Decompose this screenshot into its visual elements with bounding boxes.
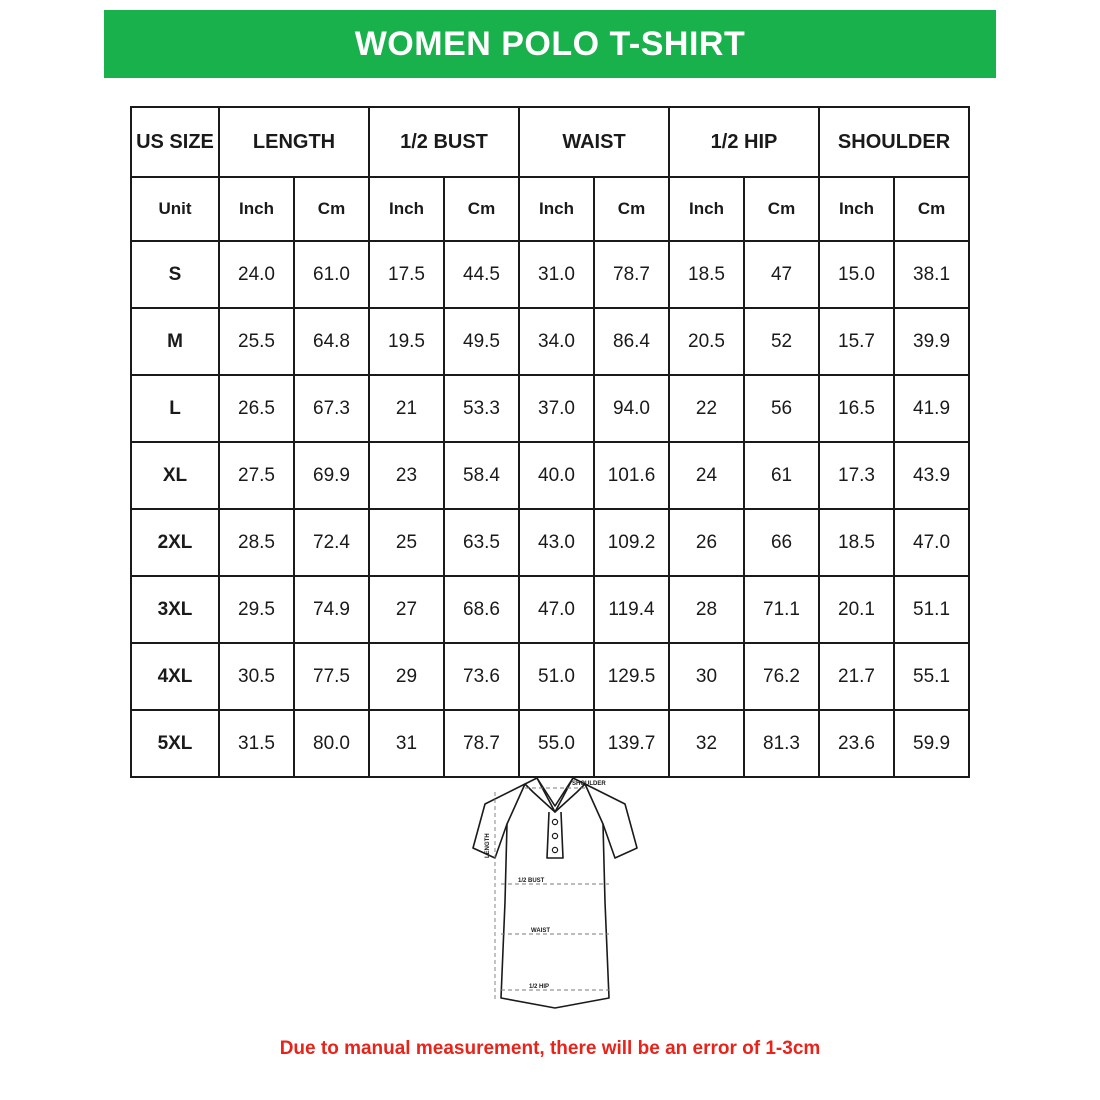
cell-bust-inch: 27	[369, 576, 444, 643]
cell-length-inch: 27.5	[219, 442, 294, 509]
polo-shirt-diagram	[455, 762, 655, 1030]
diagram-label-waist: WAIST	[531, 928, 550, 934]
cell-shoulder-cm: 38.1	[894, 241, 969, 308]
cell-waist-cm: 129.5	[594, 643, 669, 710]
cell-waist-inch: 43.0	[519, 509, 594, 576]
cell-bust-cm: 53.3	[444, 375, 519, 442]
diagram-label-half-bust: 1/2 BUST	[518, 878, 545, 884]
cell-length-cm: 72.4	[294, 509, 369, 576]
cell-hip-cm: 47	[744, 241, 819, 308]
cell-hip-cm: 71.1	[744, 576, 819, 643]
row-size-label: XL	[131, 442, 219, 509]
row-size-label: S	[131, 241, 219, 308]
cell-shoulder-cm: 59.9	[894, 710, 969, 777]
cell-hip-inch: 32	[669, 710, 744, 777]
cell-length-cm: 61.0	[294, 241, 369, 308]
cell-hip-cm: 76.2	[744, 643, 819, 710]
cell-shoulder-inch: 21.7	[819, 643, 894, 710]
cell-length-inch: 28.5	[219, 509, 294, 576]
cell-bust-cm: 44.5	[444, 241, 519, 308]
cell-shoulder-inch: 20.1	[819, 576, 894, 643]
cell-length-cm: 67.3	[294, 375, 369, 442]
cell-shoulder-cm: 51.1	[894, 576, 969, 643]
group-header-length: LENGTH	[219, 107, 369, 177]
unit-shoulder-cm: Cm	[894, 177, 969, 241]
measurement-note: Due to manual measurement, there will be an error of 1-3cm	[279, 1038, 821, 1059]
table-row	[131, 442, 969, 509]
cell-bust-cm: 73.6	[444, 643, 519, 710]
row-size-label: 4XL	[131, 643, 219, 710]
cell-shoulder-inch: 16.5	[819, 375, 894, 442]
unit-bust-inch: Inch	[369, 177, 444, 241]
cell-bust-inch: 31	[369, 710, 444, 777]
cell-hip-inch: 20.5	[669, 308, 744, 375]
cell-hip-inch: 26	[669, 509, 744, 576]
cell-shoulder-inch: 17.3	[819, 442, 894, 509]
cell-length-inch: 25.5	[219, 308, 294, 375]
cell-hip-inch: 28	[669, 576, 744, 643]
cell-length-cm: 74.9	[294, 576, 369, 643]
cell-length-inch: 31.5	[219, 710, 294, 777]
table-unit-row	[131, 177, 969, 241]
cell-waist-cm: 101.6	[594, 442, 669, 509]
cell-waist-cm: 86.4	[594, 308, 669, 375]
cell-waist-inch: 40.0	[519, 442, 594, 509]
diagram-label-length: LENGTH	[485, 833, 491, 858]
row-size-label: M	[131, 308, 219, 375]
cell-waist-inch: 31.0	[519, 241, 594, 308]
cell-waist-inch: 55.0	[519, 710, 594, 777]
group-header-half-bust: 1/2 BUST	[369, 107, 519, 177]
cell-waist-inch: 51.0	[519, 643, 594, 710]
table-group-header-row	[131, 107, 969, 177]
unit-hip-inch: Inch	[669, 177, 744, 241]
cell-hip-cm: 66	[744, 509, 819, 576]
cell-waist-cm: 94.0	[594, 375, 669, 442]
cell-bust-cm: 68.6	[444, 576, 519, 643]
cell-bust-inch: 17.5	[369, 241, 444, 308]
cell-waist-inch: 37.0	[519, 375, 594, 442]
group-header-us-size: US SIZE	[131, 107, 219, 177]
table-row	[131, 509, 969, 576]
unit-length-inch: Inch	[219, 177, 294, 241]
cell-waist-cm: 119.4	[594, 576, 669, 643]
cell-bust-inch: 29	[369, 643, 444, 710]
size-table-container	[130, 106, 970, 778]
unit-bust-cm: Cm	[444, 177, 519, 241]
cell-waist-inch: 34.0	[519, 308, 594, 375]
cell-bust-inch: 21	[369, 375, 444, 442]
cell-shoulder-inch: 15.7	[819, 308, 894, 375]
table-row	[131, 308, 969, 375]
cell-hip-inch: 30	[669, 643, 744, 710]
diagram-label-half-hip: 1/2 HIP	[529, 984, 550, 990]
cell-bust-cm: 49.5	[444, 308, 519, 375]
cell-length-inch: 24.0	[219, 241, 294, 308]
cell-bust-cm: 58.4	[444, 442, 519, 509]
group-header-waist: WAIST	[519, 107, 669, 177]
row-size-label: 2XL	[131, 509, 219, 576]
cell-length-cm: 69.9	[294, 442, 369, 509]
cell-length-inch: 26.5	[219, 375, 294, 442]
table-row	[131, 375, 969, 442]
cell-waist-cm: 139.7	[594, 710, 669, 777]
cell-shoulder-cm: 55.1	[894, 643, 969, 710]
cell-hip-inch: 24	[669, 442, 744, 509]
cell-hip-inch: 18.5	[669, 241, 744, 308]
cell-shoulder-cm: 43.9	[894, 442, 969, 509]
table-row	[131, 576, 969, 643]
row-size-label: 3XL	[131, 576, 219, 643]
cell-waist-cm: 78.7	[594, 241, 669, 308]
cell-hip-cm: 52	[744, 308, 819, 375]
unit-label: Unit	[131, 177, 219, 241]
size-table	[130, 106, 970, 778]
row-size-label: 5XL	[131, 710, 219, 777]
cell-bust-inch: 19.5	[369, 308, 444, 375]
cell-waist-inch: 47.0	[519, 576, 594, 643]
cell-shoulder-inch: 23.6	[819, 710, 894, 777]
header-banner	[104, 10, 996, 78]
cell-shoulder-inch: 18.5	[819, 509, 894, 576]
cell-length-inch: 29.5	[219, 576, 294, 643]
cell-hip-cm: 81.3	[744, 710, 819, 777]
cell-length-cm: 77.5	[294, 643, 369, 710]
cell-length-inch: 30.5	[219, 643, 294, 710]
page-title: WOMEN POLO T-SHIRT	[354, 24, 746, 63]
cell-hip-cm: 56	[744, 375, 819, 442]
table-row	[131, 241, 969, 308]
unit-waist-inch: Inch	[519, 177, 594, 241]
cell-bust-inch: 25	[369, 509, 444, 576]
cell-shoulder-cm: 39.9	[894, 308, 969, 375]
row-size-label: L	[131, 375, 219, 442]
unit-hip-cm: Cm	[744, 177, 819, 241]
cell-shoulder-cm: 41.9	[894, 375, 969, 442]
table-row	[131, 643, 969, 710]
group-header-half-hip: 1/2 HIP	[669, 107, 819, 177]
cell-length-cm: 80.0	[294, 710, 369, 777]
cell-bust-cm: 63.5	[444, 509, 519, 576]
cell-shoulder-cm: 47.0	[894, 509, 969, 576]
cell-hip-cm: 61	[744, 442, 819, 509]
unit-shoulder-inch: Inch	[819, 177, 894, 241]
cell-shoulder-inch: 15.0	[819, 241, 894, 308]
cell-bust-inch: 23	[369, 442, 444, 509]
diagram-label-shoulder: SHOULDER	[572, 781, 606, 787]
group-header-shoulder: SHOULDER	[819, 107, 969, 177]
cell-waist-cm: 109.2	[594, 509, 669, 576]
unit-length-cm: Cm	[294, 177, 369, 241]
cell-length-cm: 64.8	[294, 308, 369, 375]
cell-bust-cm: 78.7	[444, 710, 519, 777]
cell-hip-inch: 22	[669, 375, 744, 442]
unit-waist-cm: Cm	[594, 177, 669, 241]
